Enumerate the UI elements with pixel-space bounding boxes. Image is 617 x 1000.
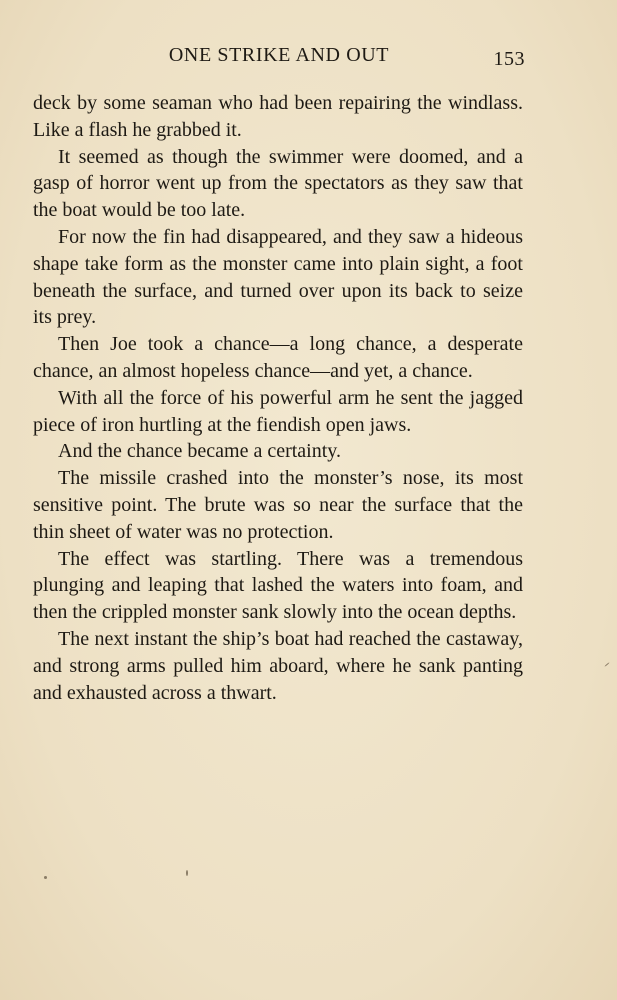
running-title: ONE STRIKE AND OUT bbox=[168, 44, 390, 66]
paragraph: The effect was startling. There was a tremendous plunging and leaping that lashed the waters into foam, and then the crippled monster sank slowly into the ocean depths. bbox=[33, 547, 523, 624]
paragraph: It seemed as though the swimmer were doomed, and a gasp of horror went up from the spectators as they saw that the boat would be too late. bbox=[33, 145, 523, 222]
paper-speck bbox=[44, 876, 47, 879]
page-number: 153 bbox=[493, 48, 525, 70]
paper-speck bbox=[186, 870, 188, 876]
paragraph: For now the fin had disappeared, and they saw a hideous shape take form as the monster came into plain sight, a foot beneath the surface, and turned over upon its back to seize its prey. bbox=[33, 225, 523, 329]
paragraph: With all the force of his powerful arm he sent the jagged piece of iron hurtling at the fiendish open jaws. bbox=[33, 386, 523, 436]
paragraph: And the chance became a certainty. bbox=[58, 440, 341, 463]
body-text bbox=[33, 90, 523, 706]
paragraph: The missile crashed into the monster’s nose, its most sensitive point. The brute was so near the surface that the thin sheet of water was no protection. bbox=[33, 467, 523, 543]
paper-speck bbox=[604, 662, 609, 667]
paragraph: Then Joe took a chance—a long chance, a desperate chance, an almost hopeless chance—and yet, a chance. bbox=[33, 333, 523, 382]
paragraph: The next instant the ship’s boat had reached the castaway, and strong arms pulled him aboard, where he sank panting and exhausted across a thwart. bbox=[33, 627, 523, 704]
paragraph: deck by some seaman who had been repairing the windlass. Like a flash he grabbed it. bbox=[33, 92, 523, 141]
